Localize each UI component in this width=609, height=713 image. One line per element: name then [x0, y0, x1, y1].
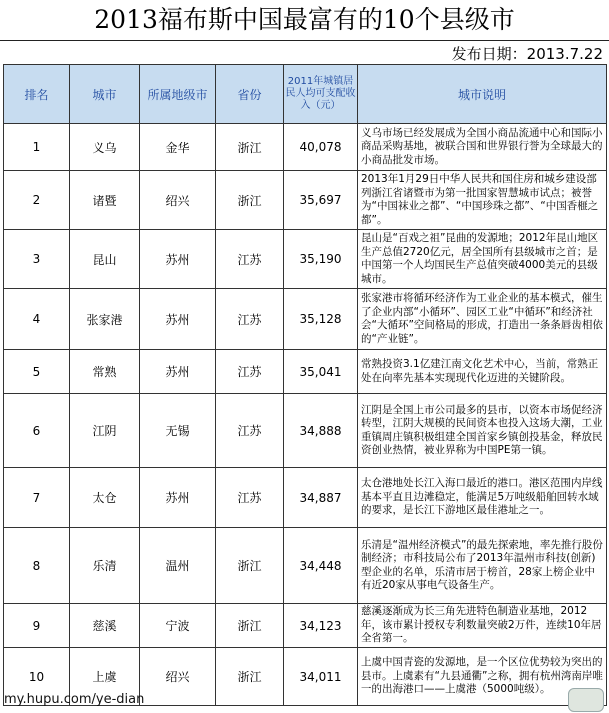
province-cell: 浙江 [216, 648, 284, 706]
table-row [4, 350, 607, 394]
prefecture-cell: 无锡 [140, 394, 216, 468]
desc-cell: 乐清是“温州经济模式”的最先探索地，率先推行股份制经济；市科技局公布了2013年温州市科技(创新)型企业的名单，乐清市居于榜首，28家上榜企业中有近20家从事电气设备生产。 [358, 528, 607, 604]
city-cell: 昆山 [70, 230, 140, 289]
city-cell: 义乌 [70, 124, 140, 171]
province-cell: 江苏 [216, 394, 284, 468]
income-cell: 40,078 [284, 124, 358, 171]
desc-cell: 张家港市将循环经济作为工业企业的基本模式，催生了企业内部“小循环”、园区工业“中循环”和经济社会“大循环”空间格局的形成，打造出一条条唇齿相依的“产业链”。 [358, 289, 607, 350]
table-row [4, 230, 607, 289]
table-row [4, 394, 607, 468]
province-cell: 江苏 [216, 468, 284, 528]
prefecture-cell: 苏州 [140, 289, 216, 350]
income-cell: 34,448 [284, 528, 358, 604]
rank-cell: 7 [4, 468, 70, 528]
prefecture-cell: 苏州 [140, 230, 216, 289]
income-cell: 34,011 [284, 648, 358, 706]
rank-cell: 3 [4, 230, 70, 289]
prefecture-cell: 金华 [140, 124, 216, 171]
desc-cell: 昆山是“百戏之祖”昆曲的发源地；2012年昆山地区生产总值2720亿元，居全国所有县级城市之首；是中国第一个人均国民生产总值突破4000美元的县级城市。 [358, 230, 607, 289]
rank-cell: 6 [4, 394, 70, 468]
city-cell: 江阴 [70, 394, 140, 468]
header-income: 2011年城镇居民人均可支配收入（元） [284, 65, 358, 124]
city-cell: 诸暨 [70, 171, 140, 230]
prefecture-cell: 温州 [140, 528, 216, 604]
income-cell: 35,041 [284, 350, 358, 394]
logo-icon [568, 688, 604, 712]
rank-cell: 4 [4, 289, 70, 350]
province-cell: 江苏 [216, 350, 284, 394]
income-cell: 35,697 [284, 171, 358, 230]
desc-cell: 常熟投资3.1亿建江南文化艺术中心，当前，常熟正处在向率先基本实现现代化迈进的关键阶段。 [358, 350, 607, 394]
header-city: 城市 [70, 65, 140, 124]
desc-cell: 义乌市场已经发展成为全国小商品流通中心和国际小商品采购基地，被联合国和世界银行誉为全球最大的小商品批发市场。 [358, 124, 607, 171]
income-cell: 35,190 [284, 230, 358, 289]
city-cell: 太仓 [70, 468, 140, 528]
rank-cell: 10 [4, 648, 70, 706]
desc-cell: 2013年1月29日中华人民共和国住房和城乡建设部列浙江省诸暨市为第一批国家智慧城市试点；被誉为“中国袜业之都”、“中国珍珠之都”、“中国香榧之都”。 [358, 171, 607, 230]
prefecture-cell: 苏州 [140, 350, 216, 394]
rank-cell: 8 [4, 528, 70, 604]
city-cell: 张家港 [70, 289, 140, 350]
table-row [4, 468, 607, 528]
income-cell: 34,887 [284, 468, 358, 528]
desc-cell: 江阴是全国上市公司最多的县市，以资本市场促经济转型，江阴大规模的民间资本也投入这场大潮，工业重镇周庄镇积极组建全国首家乡镇创投基金，释放民资创业热情，被业界称为中国PE第一镇。 [358, 394, 607, 468]
city-cell: 常熟 [70, 350, 140, 394]
header-row [4, 65, 607, 124]
prefecture-cell: 宁波 [140, 604, 216, 648]
table-row [4, 289, 607, 350]
income-cell: 34,123 [284, 604, 358, 648]
income-cell: 34,888 [284, 394, 358, 468]
desc-cell: 慈溪逐渐成为长三角先进特色制造业基地，2012年，该市累计授权专利数量突破2万件，连续10年居全省第一。 [358, 604, 607, 648]
province-cell: 浙江 [216, 124, 284, 171]
publish-date: 发布日期：2013.7.22 [451, 45, 603, 63]
watermark: my.hupu.com/ye-dian [4, 692, 145, 707]
table-row [4, 124, 607, 171]
table-row [4, 528, 607, 604]
header-rank: 排名 [4, 65, 70, 124]
table-row [4, 604, 607, 648]
desc-cell: 上虞中国青瓷的发源地，是一个区位优势较为突出的县市。上虞素有“九县通衢”之称，拥有杭州湾南岸唯一的出海港口——上虞港（5000吨级）。 [358, 648, 607, 706]
rank-cell: 2 [4, 171, 70, 230]
province-cell: 江苏 [216, 289, 284, 350]
table-row [4, 171, 607, 230]
prefecture-cell: 苏州 [140, 468, 216, 528]
rank-cell: 5 [4, 350, 70, 394]
prefecture-cell: 绍兴 [140, 648, 216, 706]
province-cell: 浙江 [216, 604, 284, 648]
ranking-table [3, 64, 607, 706]
city-cell: 慈溪 [70, 604, 140, 648]
desc-cell: 太仓港地处长江入海口最近的港口。港区范围内岸线基本平直且边滩稳定，能满足5万吨级船舶回转水域的要求，是长江下游地区最佳港址之一。 [358, 468, 607, 528]
header-prefecture: 所属地级市 [140, 65, 216, 124]
header-province: 省份 [216, 65, 284, 124]
province-cell: 浙江 [216, 528, 284, 604]
city-cell: 上虞 [70, 648, 140, 706]
rank-cell: 1 [4, 124, 70, 171]
province-cell: 浙江 [216, 171, 284, 230]
city-cell: 乐清 [70, 528, 140, 604]
page-title: 2013福布斯中国最富有的10个县级市 [0, 0, 609, 41]
prefecture-cell: 绍兴 [140, 171, 216, 230]
income-cell: 35,128 [284, 289, 358, 350]
header-desc: 城市说明 [358, 65, 607, 124]
rank-cell: 9 [4, 604, 70, 648]
province-cell: 江苏 [216, 230, 284, 289]
